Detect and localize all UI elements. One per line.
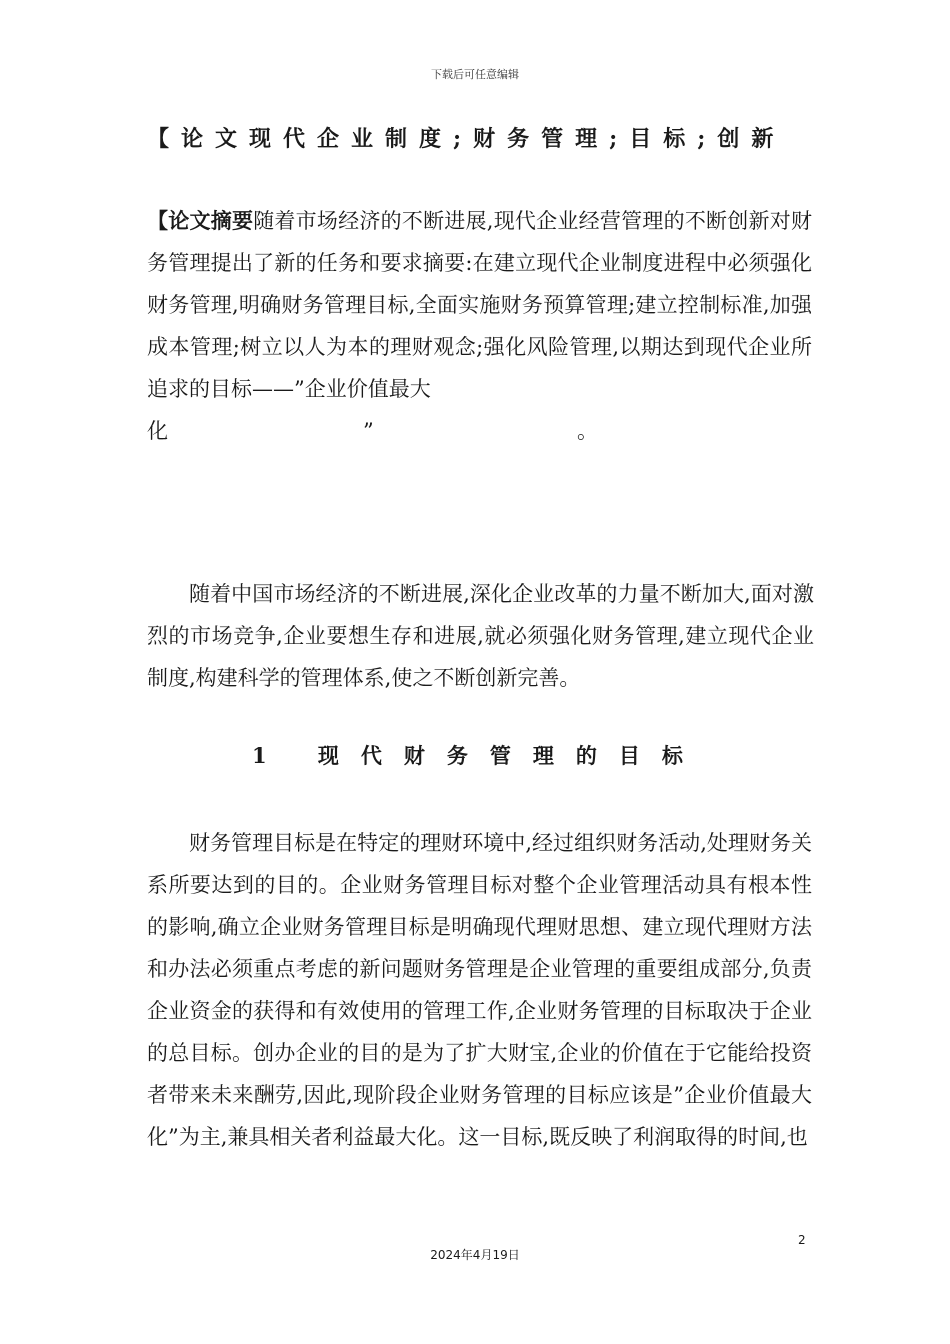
abstract-tail-line — [147, 410, 807, 452]
footer-date: 2024年4月19日 — [430, 1248, 520, 1262]
abstract-tail-quote: ” — [363, 419, 374, 443]
body-paragraph: 财务管理目标是在特定的理财环境中,经过组织财务活动,处理财务关系所要达到的目的。企业财务管理目标对整个企业管理活动具有根本性的影响,确立企业财务管理目标是明确现代理财思想、建立现代理财方法和办法必须重点考虑的新问题财务管理是企业管理的重要组成部分,负责企业资金的获得和有效使用的管理工作,企业财务管理的目标取决于企业的总目标。创办企业的目的是为了扩大财宝,企业的价值在于它能给投资者带来未来酬劳,因此,现阶段企业财务管理的目标应该是”企业价值最大化”为主,兼具相关者利益最大化。这一目标,既反映了利润取得的时间,也 — [147, 831, 812, 1149]
keywords-line: 【论文现代企业制度;财务管理;目标;创新 — [147, 126, 786, 152]
abstract-paragraph — [147, 200, 812, 410]
section-title: 1 现代财务管理的目标 — [252, 743, 705, 768]
abstract-text: 随着市场经济的不断进展,现代企业经营管理的不断创新对财务管理提出了新的任务和要求摘要:在建立现代企业制度进程中必须强化财务管理,明确财务管理目标,全面实施财务预算管理;建立控制标准,加强成本管理;树立以人为本的理财观念;强化风险管理,以期达到现代企业所追求的目标——”企业价值最大 — [147, 209, 812, 401]
abstract-tail-word: 化 — [147, 419, 168, 443]
abstract-tail-period: 。 — [577, 419, 598, 443]
intro-paragraph: 随着中国市场经济的不断进展,深化企业改革的力量不断加大,面对激烈的市场竞争,企业要想生存和进展,就必须强化财务管理,建立现代企业制度,构建科学的管理体系,使之不断创新完善。 — [147, 582, 814, 690]
page-number: 2 — [798, 1233, 806, 1247]
header-note: 下载后可任意编辑 — [431, 68, 519, 81]
abstract-label: 【论文摘要 — [147, 208, 254, 233]
